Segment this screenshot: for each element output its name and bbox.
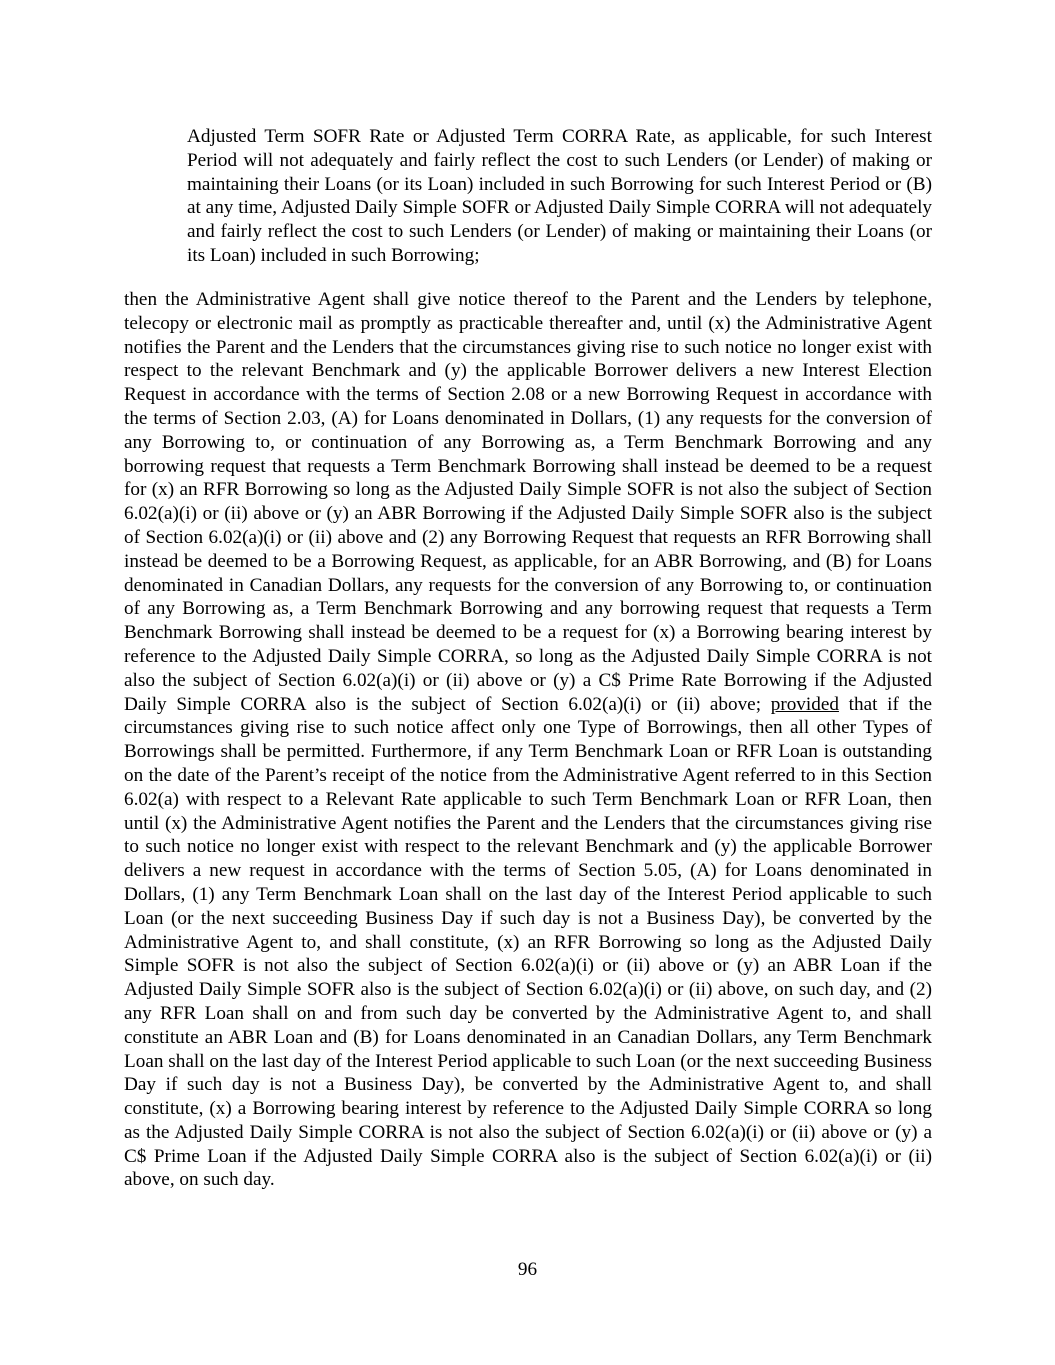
page-number: 96	[517, 1259, 538, 1280]
body-text-part2: that if the circumstances giving rise to such notice affect only one Type of Borrowings, then all other Types of Borrowings shall be permitted. Furthermore, if any Term Benchmark Loan or RFR Loan is outstanding on the date of the Parent’s receipt of the notice from the Administrative Agent referred to in this Section 6.02(a) with respect to a Relevant Rate applicable to such Term Benchmark Loan or RFR Loan, then until (x) the Administrative Agent notifies the Parent and the Lenders that the circumstances giving rise to such notice no longer exist with respect to the relevant Benchmark and (y) the applicable Borrower delivers a new request in accordance with the terms of Section 5.05, (A) for Loans denominated in Dollars, (1) any Term Benchmark Loan shall on the last day of the Interest Period applicable to such Loan (or the next succeeding Business Day if such day is not a Business Day), be converted by the Administrative Agent to, and shall constitute, (x) an RFR Borrowing so long as the Adjusted Daily Simple SOFR is not also the subject of Section 6.02(a)(i) or (ii) above or (y) an ABR Loan if the Adjusted Daily Simple SOFR also is the subject of Section 6.02(a)(i) or (ii) above, on such day, and (2) any RFR Loan shall on and from such day be converted by the Administrative Agent to, and shall constitute an ABR Loan and (B) for Loans denominated in an Canadian Dollars, any Term Benchmark Loan shall on the last day of the Interest Period applicable to such Loan (or the next succeeding Business Day if such day is not a Business Day), be converted by the Administrative Agent to, and shall constitute, (x) a Borrowing bearing interest by reference to the Adjusted Daily Simple CORRA so long as the Adjusted Daily Simple CORRA is not also the subject of Section 6.02(a)(i) or (ii) above or (y) a C$ Prime Loan if the Adjusted Daily Simple CORRA also is the subject of Section 6.02(a)(i) or (ii) above, on such day.	[124, 693, 932, 1191]
body-text-part1: then the Administrative Agent shall give notice thereof to the Parent and the Lenders by telephone, telecopy or electronic mail as promptly as practicable thereafter and, until (x) the Administrative Agent notifies the Parent and the Lenders that the circumstances giving rise to such notice no longer exist with respect to the relevant Benchmark and (y) the applicable Borrower delivers a new Interest Election Request in accordance with the terms of Section 2.08 or a new Borrowing Request in accordance with the terms of Section 2.03, (A) for Loans denominated in Dollars, (1) any requests for the conversion of any Borrowing to, or continuation of any Borrowing as, a Term Benchmark Borrowing and any borrowing request that requests a Term Benchmark Borrowing shall instead be deemed to be a request for (x) an RFR Borrowing so long as the Adjusted Daily Simple SOFR is not also the subject of Section 6.02(a)(i) or (ii) above or (y) an ABR Borrowing if the Adjusted Daily Simple SOFR also is the subject of Section 6.02(a)(i) or (ii) above and (2) any Borrowing Request that requests an RFR Borrowing shall instead be deemed to be a Borrowing Request, as applicable, for an ABR Borrowing, and (B) for Loans denominated in Canadian Dollars, any requests for the conversion of any Borrowing to, or continuation of any Borrowing as, a Term Benchmark Borrowing and any borrowing request that requests a Term Benchmark Borrowing shall instead be deemed to be a request for (x) a Borrowing bearing interest by reference to the Adjusted Daily Simple CORRA, so long as the Adjusted Daily Simple CORRA is not also the subject of Section 6.02(a)(i) or (ii) above or (y) a C$ Prime Rate Borrowing if the Adjusted Daily Simple CORRA also is the subject of Section 6.02(a)(i) or (ii) above;	[124, 289, 932, 715]
indented-paragraph: Adjusted Term SOFR Rate or Adjusted Term CORRA Rate, as applicable, for such Interest Period will not adequately and fairly reflect the cost to such Lenders (or Lender) of making or maintaining their Loans (or its Loan) included in such Borrowing for such Interest Period or (B) at any time, Adjusted Daily Simple SOFR or Adjusted Daily Simple CORRA will not adequately and fairly reflect the cost to such Lenders (or Lender) of making or maintaining their Loans (or its Loan) included in such Borrowing;	[187, 126, 932, 266]
body-paragraph	[124, 288, 932, 1192]
provided-term: provided	[770, 693, 839, 715]
